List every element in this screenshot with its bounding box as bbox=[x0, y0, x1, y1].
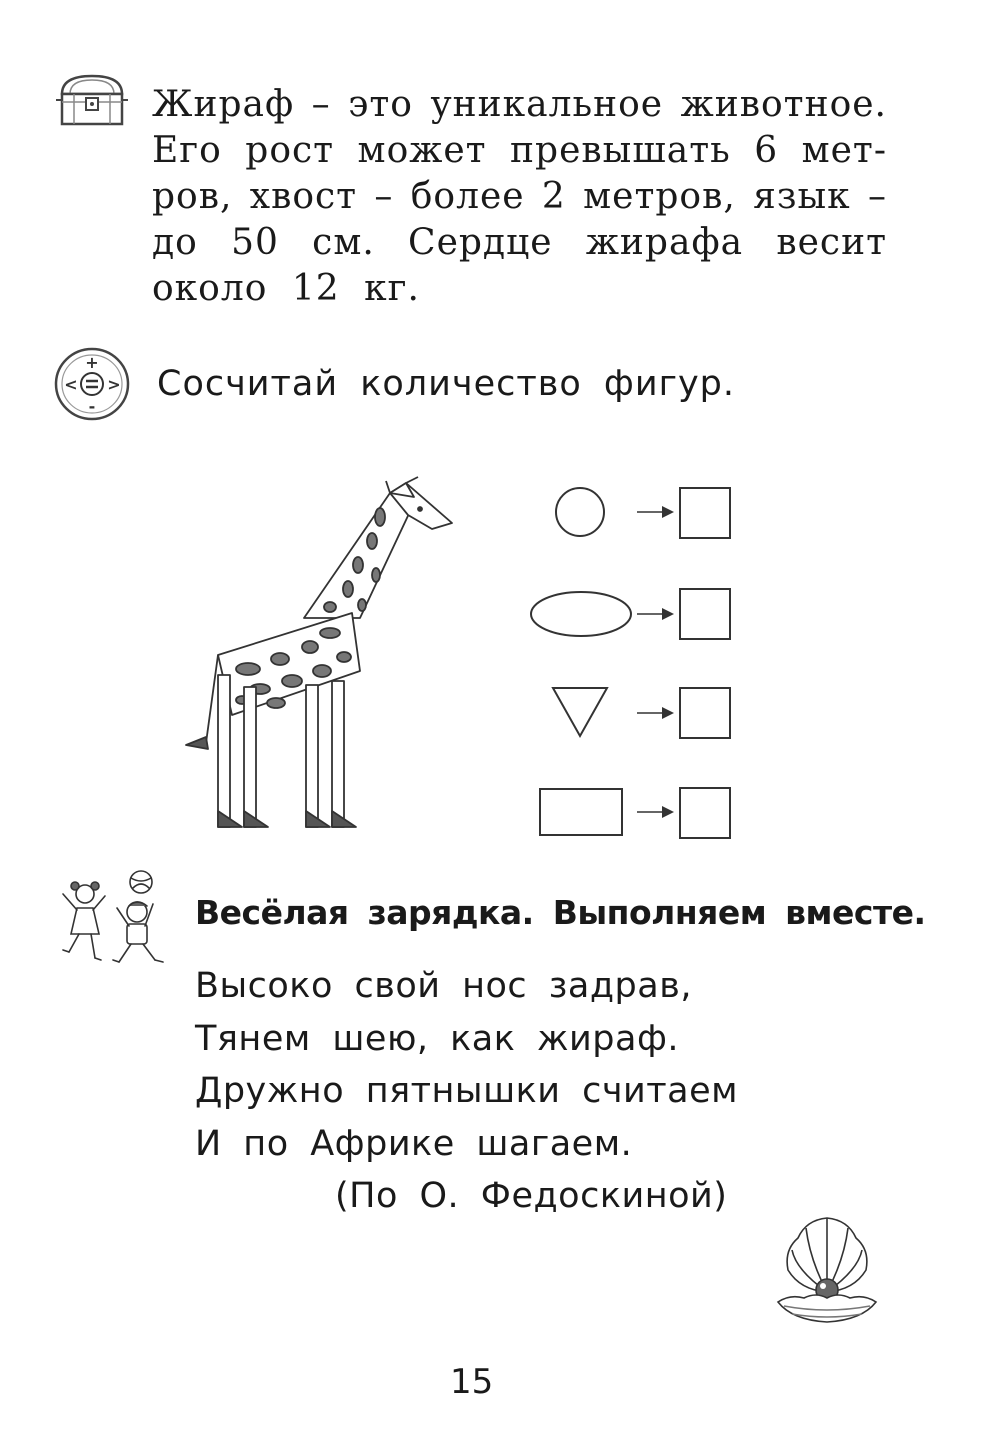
svg-text:-: - bbox=[88, 397, 96, 416]
fact-line: до 50 см. Сердце жирафа весит bbox=[152, 222, 887, 263]
answer-box[interactable] bbox=[680, 488, 730, 538]
svg-text:<: < bbox=[64, 375, 78, 394]
fact-line: Его рост может превышать 6 мет- bbox=[152, 130, 887, 171]
poem-line: И по Африке шагаем. bbox=[195, 1124, 633, 1164]
giraffe-illustration bbox=[180, 475, 470, 835]
seashell-pearl-icon bbox=[770, 1210, 885, 1328]
fact-line: Жираф – это уникальное животное. bbox=[152, 84, 887, 125]
triangle-shape bbox=[553, 688, 607, 736]
answer-box[interactable] bbox=[680, 589, 730, 639]
page-number: 15 bbox=[450, 1362, 494, 1402]
answer-box[interactable] bbox=[680, 788, 730, 838]
circle-shape bbox=[556, 488, 604, 536]
exercise-heading: Весёлая зарядка. Выполняем вместе. bbox=[195, 893, 926, 932]
poem-attribution: (По О. Федоскиной) bbox=[335, 1176, 728, 1216]
poem-line: Дружно пятнышки считаем bbox=[195, 1071, 739, 1111]
svg-text:>: > bbox=[107, 375, 121, 394]
rectangle-row bbox=[540, 788, 730, 838]
rectangle-shape bbox=[540, 789, 622, 835]
oval-row bbox=[531, 589, 730, 639]
svg-text:+: + bbox=[85, 353, 99, 372]
figures-legend bbox=[525, 480, 740, 840]
circle-row bbox=[556, 488, 730, 538]
fact-line: ров, хвост – более 2 метров, язык – bbox=[152, 176, 887, 217]
treasure-chest-icon bbox=[52, 70, 132, 130]
answer-box[interactable] bbox=[680, 688, 730, 738]
fact-line: около 12 кг. bbox=[152, 268, 420, 309]
triangle-row bbox=[553, 688, 730, 738]
children-playing-ball-icon bbox=[55, 868, 173, 972]
oval-shape bbox=[531, 592, 631, 636]
task-text: Сосчитай количество фигур. bbox=[157, 364, 736, 404]
poem-line: Высоко свой нос задрав, bbox=[195, 966, 692, 1006]
poem-line: Тянем шею, как жираф. bbox=[195, 1019, 679, 1059]
compare-signs-icon bbox=[52, 346, 132, 422]
